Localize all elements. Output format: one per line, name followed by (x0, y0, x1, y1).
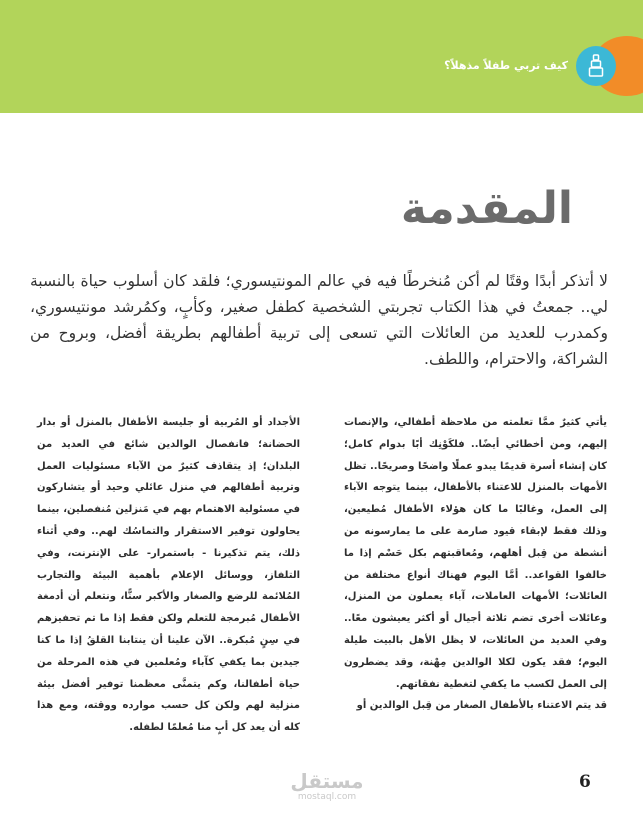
watermark-url: mostaql.com (297, 792, 357, 802)
header-band (0, 0, 643, 113)
page-number: 6 (579, 772, 591, 792)
chapter-title: المقدمة (400, 183, 573, 234)
body-paragraph: يأتي كثيرٌ ممَّا تعلمته من ملاحظة أطفالي، والإنصات إليهم، ومن أخطائي أيضًا.. فلكَوْنِك أبًا بدوام كامل؛ كان إنشاء أسرة قديمًا يبدو عملًا واضحًا وصريحًا.. تظل الأمهات بالمنزل للاعتناء بالأطفال، بينما يتوجه الآباء إلى العمل، وغالبًا ما كان هؤلاء الأطفال مُطيعين، وذلك فقط لإبقاء قيود صارمة على ما يمارسونه من أنشطة من قِبل أهلهم، ومُعاقبتهم بكل حَسْم إذا ما خالفوا القواعد.. أمَّا اليوم فهناك أنواع مختلفة من العائلات؛ الأمهات العاملات، آباء يعملون من المنزل، وعائلات أخرى تضم ثلاثة أجيال أو أكثر يعيشون معًا.. وفي العديد من العائلات، لا يظل الأهل بالبيت طيلة اليوم؛ فقد يكون لكلا الوالدين مِهْنة، وقد يضطرون إلى العمل لكسب ما يكفي لتغطية نفقاتهم. (344, 417, 607, 690)
body-column-left (37, 412, 300, 739)
body-paragraph: قد يتم الاعتناء بالأطفال الصغار من قِبل الوالدين أو (356, 700, 607, 712)
watermark-name: مستقل (290, 769, 364, 793)
intro-text: لا أتذكر أبدًا وقتًا لم أكن مُنخرطًا فيه في عالم المونتيسوري؛ فلقد كان أسلوب حياة بالنسبة لي.. جمعتُ في هذا الكتاب تجربتي الشخصية كطفل صغير، وكأبٍ، وكمُرشد مونتيسوري، وكمدرب للعديد من العائلات التي تسعى إلى تربية أطفالهم بطريقة أفضل، وبروح من الشراكة، والاحترام، واللطف. (30, 272, 608, 368)
stacked-toy-icon (587, 54, 605, 78)
body-paragraph: الأجداد أو المُربية أو جليسة الأطفال بالمنزل أو بدار الحضانة؛ فانفصال الوالدين شائع في العديد من البلدان؛ إذ يتقاذف كثيرٌ من الآباء مسئوليات العمل وتربية أطفالهم في منزل عائلي وحيد أو يتشاركون في مسئولية الاهتمام بهم في مَنزلين مُنفصلين، بينما يحاولون توفير الاستقرار والتماسُك لهم.. وفي أثناء ذلك، يتم تذكيرنا - باستمرار- على الإنترنت، وفي التلفاز، ووسائل الإعلام بأهمية البيئة والتجارب المُلائمة للرضع والصغار والأكبر سنًّا، ونتعلم أن أدمغة الأطفال مُبرمجة للتعلم ولكن فقط إذا ما تم تحفيزهم في سِنٍ مُبكرة.. الآن علينا أن ينتابنا القلقُ إذا ما كنا جيدين بما يكفي كآباء ومُعلمين في هذه المرحلة من حياة أطفالنا، وكم يتمنَّى معظمنا توفير أفضل بيئة منزلية لهم ولكن كل حسب موارده ووقته، ومع هذا كله أن يعد كل أبٍ منا مُعلمًا لطفله. (37, 417, 300, 734)
running-header-title: كيف تربي طفلاً مذهلاً؟ (444, 59, 568, 72)
body-column-right (344, 412, 607, 717)
blue-circle-decoration (576, 46, 616, 86)
watermark (282, 770, 372, 803)
intro-paragraph (30, 268, 608, 372)
